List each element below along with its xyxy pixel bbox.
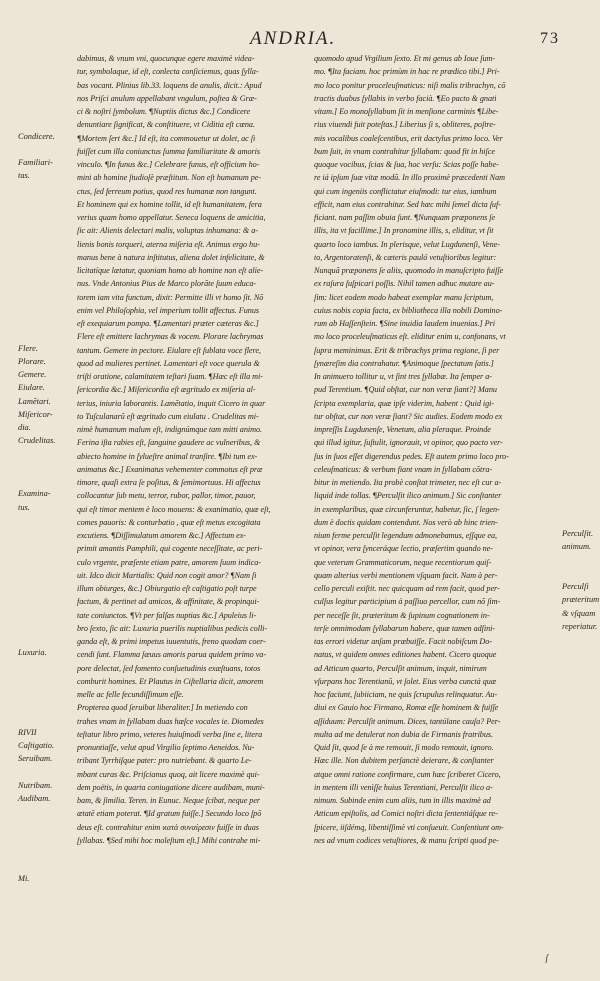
- text-line: excutiens. ¶Diſſimulatum amorem &c.] Affectum ex-: [77, 531, 246, 540]
- text-line: in mentem illi venìſſe huius Terentiani, Perculſit ilico a-: [314, 782, 493, 792]
- text-line: rius viuendi fuit poteſtas.] Liberius ſi s, obliteres, poſtre-: [314, 120, 496, 130]
- text-line: quarto loco iambus. In plerisque, velut Lugdunenſi, Vene-: [314, 239, 500, 249]
- text-line: enim vel Philoſophia, vel imperium tollit affectus. Funus: [77, 305, 260, 315]
- margin-note: Crudelitas.: [18, 436, 56, 446]
- text-line: terius, iniuria laborantis. Lamẽtatio, inquit Cicero in quar: [77, 398, 266, 408]
- text-line: cuius nobis copia facta, ex bibliotheca illa nobili Domino-: [314, 305, 503, 315]
- margin-note: Flere.: [18, 343, 38, 353]
- text-line: cello perculi exiſtit. nec quicquam ad rem facit, quod per-: [314, 584, 500, 593]
- text-line: atque omni ratione confirmare, cum hæc ſcriberet Cicero,: [314, 769, 501, 779]
- text-line: ſim: licet eodem modo habeat exemplar manu ſcriptum,: [314, 292, 494, 302]
- text-line: culſus legitur participium à paſſiuo percellor, cum nõ ſim-: [314, 597, 501, 607]
- text-line: dem poëtis, in quarta coniugatione dicere audibam, muni-: [77, 782, 265, 792]
- text-line: tate coniunctos. ¶Vt per falſas nuptias &c.] Apuleius li-: [77, 610, 257, 620]
- text-line: ſpicere, iiſdémq, libentiſſimè vti conſueuit. Conſentiunt om-: [314, 822, 504, 832]
- text-line: comes pauoris: & conturbatio , quæ eſt metus excogitata: [77, 517, 261, 527]
- text-line: quam alterius verbi mentionem vſquam facit. Nam à per-: [314, 570, 498, 580]
- margin-note: Seruibam.: [18, 754, 53, 764]
- text-line: lienis bonis torqueri, aterna miſeria eſt. Animus ergo hu-: [77, 239, 260, 249]
- left-text-column: [77, 52, 313, 847]
- text-line: pronuntiaſſe, velut apud Virgilio ſeptimo Aeneidos. Nu-: [77, 743, 255, 752]
- right-text-column: [314, 52, 557, 847]
- text-line: nimè humanum malum eſt, indignúmque tam mitti animo.: [77, 425, 263, 434]
- margin-note: Mi.: [18, 873, 30, 883]
- text-line: qui cum ingeniis conflictatur eiuſmodi: tur eius, iambum: [314, 186, 497, 196]
- text-line: impreſſis Lugdunenſe, Venetum, alia pleraque. Proinde: [314, 425, 491, 434]
- text-line: ficiant. nam paſſim obuia ſunt. ¶Nunquam præponens ſe: [314, 213, 496, 222]
- text-line: deus eſt. contrahitur enim ϰατὰ συναίρεσιν fuiſſe in duas: [77, 822, 259, 832]
- text-line: efficit, nam eius contrahitur. Sed hæc mihi ſemel dicta ſuf-: [314, 199, 501, 209]
- text-line: nes ad vnum codices vetuſtiores, & manu ſcripti quod pe-: [314, 835, 499, 845]
- text-line: vitam.] Eo monoſyllabum ſit in menſione carminis ¶Libe-: [314, 107, 499, 116]
- margin-note: Nutribam.: [18, 780, 53, 790]
- text-line: abiecto homine in ſylueſtre animal tranſire. ¶Ibi tum ex-: [77, 451, 258, 461]
- margin-note: RIVII: [18, 727, 37, 737]
- text-line: melle ac felle fecundiſſimum eſſe.: [77, 690, 184, 699]
- text-line: primit amantis Pamphili, qui cogente neceſſitate, ac peri-: [77, 544, 263, 554]
- text-line: pore delectat, ſed fomento conſuetudinis exæſtuans, totos: [77, 663, 261, 673]
- margin-note: Caſtigatio.: [18, 741, 55, 750]
- margin-note: dia.: [18, 423, 31, 432]
- text-line: nos Priſci anulum appellabant vngulum, poſtea & Græ-: [77, 93, 257, 103]
- text-line: cendi ſunt. Flamma ſæuus amoris parua quidem primo va-: [77, 650, 267, 660]
- text-line: nium ferme perculſit legendum admonebamus, eſſque ea,: [314, 531, 498, 540]
- page-title: ANDRIA.: [250, 28, 337, 49]
- margin-note: Condicere.: [18, 131, 55, 141]
- text-line: timore, quaſi extra ſe poſitus, & ſemimortuus. Hi affectus: [77, 478, 261, 487]
- text-line: tur, symbolaque, id eſt, conlecta conſiciemus, quas ſylla-: [77, 67, 259, 77]
- text-line: bum ſuit, in vnam contrahitur ſyllabam: quod fit in hiſce: [314, 146, 495, 156]
- text-line: bro ſexto, ſic ait: Luxuria puerilis nuptialibus pedicis colli-: [77, 623, 268, 633]
- text-line: Ferina iſta rabies eſt, ſanguine gaudere ac vulneribus, &: [77, 438, 261, 448]
- margin-note: Miſericor-: [18, 409, 53, 419]
- text-line: bam, & ſimilia. Teren. in Eunuc. Neque ſcibat, neque per: [77, 796, 261, 805]
- margin-note: & vſquam: [562, 608, 596, 618]
- text-line: dum è doctis quidam contendunt. Nos verò ab hinc trien-: [314, 517, 498, 527]
- text-line: denuntiare ſignificat, & conſtituere, vt Ciditia eſt cœna.: [77, 120, 255, 130]
- text-line: fuiſſet cum illa coniunctus ſumma familiaritate & amoris: [77, 146, 261, 156]
- text-line: mbant curas &c. Priſcianus quoq, ait licere maximè qui-: [77, 769, 260, 779]
- text-line: animatus &c.] Exanimatus vehementer commotus eſt præ: [77, 464, 263, 474]
- text-line: quod ad mulieres pertinet. Lamentari eſt voce querula &: [77, 358, 260, 368]
- text-line: terſe omnimodam ſyllabarum habere, quæ tamen adſini-: [314, 623, 496, 633]
- text-line: ganda eſt, & primi impetus iuuentutis, freno quodam coer-: [77, 637, 266, 646]
- text-line: lìcitatíque lætatur, quoniam homo ab homine non eſt alie-: [77, 266, 264, 275]
- text-line: Nunquã præponens ſe aliis, quomodo in manuſcripto fuiſſe: [314, 266, 504, 275]
- text-line: diui ex Gauio hoc Firmano, Romæ eſſe hominem & fuiſſe: [314, 703, 499, 713]
- text-line: uit. Idco dicit Martialis: Quid non cogit amor? ¶Nam ſi: [77, 570, 257, 580]
- text-line: que veterum Grammaticorum, neque recentiorum quiſ-: [314, 557, 492, 567]
- text-line: mo loco proceleuſmaticus eſt. eliditur enim u, confonans, vt: [314, 332, 506, 342]
- text-line: mini ab homine ſtudioſè præſtitum. Non eſt humanum pe-: [77, 173, 262, 183]
- text-line: ſic ait: Alienis delectari malis, voluptas inhumana: & a-: [77, 226, 258, 236]
- text-line: illum obiurges, &c.] Obiurgatio eſt caſtigatio poſt turpe: [77, 584, 257, 593]
- text-line: Propterea quod ſeruibat liberaliter.] In metiendo con: [77, 703, 248, 713]
- margin-note: Perculſi: [562, 582, 589, 591]
- text-line: mo. ¶Ita faciam. hoc primùm in hac re prædico tibi.] Pri-: [314, 67, 500, 77]
- text-line: qui eſt timor mentem è loco mouens: & exanimatio, quæ eſt,: [77, 504, 271, 514]
- text-line: teſtatur libro primo, veteres huiuſmodi verba ſine e, litera: [77, 729, 263, 739]
- text-line: eſt exequiarum pompa. ¶Lamentari præter cæteras &c.]: [77, 319, 259, 328]
- text-line: mis vocalibus coaleſcentibus, erit dactylus primo loco. Ver: [314, 133, 503, 143]
- text-line: vinculo. ¶In funus &c.] Celebrare funus, eſt officium ho-: [77, 160, 260, 169]
- text-line: tractis duabus ſyllabis in verbo facià. ¶Eo pacto & gnati: [314, 93, 497, 103]
- text-line: ſus in ſuos eſſet digerendus pedes. Eſt autem primo loco pro-: [314, 451, 509, 461]
- text-line: ex raſura ſuſpicari poſſis. Nihil tamen adhuc mutare au-: [314, 279, 495, 289]
- text-line: to, Argentoratenſi, & cæteris pauló vetuſtioribus legitur:: [314, 252, 497, 262]
- text-line: verius quam homo appellatur. Seneca loquens de amicitia,: [77, 213, 266, 222]
- margin-note: Perculſit.: [562, 529, 594, 538]
- text-line: tur obſtat, cur non veræ ſiant? Sic audies. Eodem modo ex: [314, 411, 503, 421]
- text-line: ſcripta exemplaria, quæ ipſe viderim, habent : Quid igi-: [314, 398, 495, 408]
- text-line: ætatē etiam poterat. ¶Id gratum fuiſſe.] Secundo loco ſpõ: [77, 809, 262, 819]
- text-line: nimum. Subinde enim cum aliis, tum in illis maximè ad: [314, 796, 491, 805]
- page-number: 73: [540, 30, 560, 47]
- text-line: manus bene à natura inſtitutus, aliena dolet infelicitate, &: [77, 252, 265, 262]
- text-line: ſyllabas. ¶Sed mihi hoc moleſtum eſt.] Mihi contrahe mi-: [77, 835, 261, 845]
- text-line: Hæc ille. Non dubitem perſanctè deierare, & conſtanter: [314, 756, 494, 766]
- text-line: Quid ſit, quod ſe à me remouit, ſi modo remouit, ignoro.: [314, 743, 494, 752]
- text-line: natus, vt quidem omnes editiones habent. Cicero quoque: [314, 650, 497, 660]
- text-line: vt opinor, vera ſynceráque lectio, præſertim quando ne-: [314, 544, 493, 554]
- margin-note: Examina-: [18, 489, 51, 499]
- text-line: Atticum epiſtolis, ad Comici noſtri dicta ſententiáſque re-: [314, 809, 498, 819]
- text-line: re iá ipſum ſuæ vitæ modũ. In illo proximè præcedenti Nam: [314, 173, 505, 183]
- text-line: bas vocant. Plinius lib.33. loquens de anulis, dicit.: Apud: [77, 80, 262, 90]
- text-line: ſynæreſim dia contrahatur. ¶Animoque ſpectatum ſatis.]: [314, 358, 494, 368]
- text-line: factum, & pertinet ad amicos, & affinitate, & propinqui-: [77, 597, 260, 607]
- margin-note: Lamẽtari.: [18, 396, 51, 406]
- text-line: collocantur ſub metu, terror, rubor, pallor, timor, pauor,: [77, 491, 256, 501]
- text-line: hoc faciunt, ſubiiciam, ne quis ſcrupulus relinquatur. Au-: [314, 690, 498, 699]
- margin-note: Familiari-: [18, 158, 53, 167]
- text-line: ctus, ſed ferreum potius, quod res humanæ non tangunt.: [77, 186, 257, 196]
- text-line: tribant Tyrrhiſque pater: pro nutriebant. & quarto Le-: [77, 756, 252, 766]
- catchword: ſ: [545, 953, 548, 963]
- text-line: qui illud igitur, ſuſtulit, ignorauit, vt opinor, quo pacto ver-: [314, 438, 503, 448]
- text-line: Et hominem qui ex homine tollit, id eſt humanitatem, fera: [77, 199, 262, 209]
- text-line: Flere eſt emittere lachrymas & vocem. Plorare lachrymas: [77, 332, 264, 342]
- text-line: nus. Vnde Antonius Pius de Marco plorãte ſuum educa-: [77, 279, 257, 289]
- text-line: multa ad me detulerat non dubia de Firmanis fratribus.: [314, 729, 494, 739]
- text-line: comburit homines. Et Plautus in Ciſtellaria dicit, amorem: [77, 676, 264, 686]
- text-line: pud Terentium. ¶Quid obſtat, cur non veræ ſiant?] Manu: [314, 385, 497, 395]
- text-line: In animuero tollitur u, vt ſint tres ſyllabæ. Ita ſemper a-: [314, 372, 492, 381]
- margin-note: Eiulare.: [18, 383, 45, 393]
- text-line: bitur in metiendo. Ita probè conſtat trimeter, nec eſt cur a-: [314, 478, 502, 487]
- margin-note: Plorare.: [18, 356, 46, 366]
- text-line: vſurpans hoc Terentianũ, vt ſolet. Eius verba cunctà quæ: [314, 676, 497, 686]
- margin-note: Audibam.: [18, 794, 51, 803]
- text-line: aſſiduum: Perculſit animum. Dices, tantúlane cauſa? Per-: [314, 716, 501, 726]
- text-line: per neceſſe ſit, præteritum & ſupinum cognationem in-: [314, 610, 490, 620]
- text-line: ſupra meminimus. Erit & tribrachys prima regione, ſi per: [314, 345, 500, 355]
- text-line: triſti oratione, calamitatem teſtari ſuam. ¶Hæc eſt illa mi-: [77, 372, 263, 381]
- text-line: ad Atticum quarto, Perculſit animum, inquit, nimirum: [314, 663, 487, 673]
- text-line: ¶Mortem ſert &c.] Id eſt, ita commouetur ut dolet, ac ſi: [77, 133, 256, 143]
- margin-note: tus.: [18, 502, 30, 512]
- running-header: [250, 28, 560, 50]
- text-line: ci & noſtri ſymbolum. ¶Nuptiis dictus &c.] Condicere: [77, 107, 251, 116]
- text-line: mo loco ponitur proceleuſmaticus: niſi malis tribrachyn, cõ: [314, 80, 506, 90]
- margin-note: Gemere.: [18, 370, 47, 379]
- text-line: illis, ita vt facillime.] In pronomine illis, s, eliditur, vt ſit: [314, 226, 494, 236]
- text-line: quoque vocibus, ſcias & ſua, hoc verſu: Scias poſſe habe-: [314, 160, 499, 169]
- text-line: to Tuſculanarũ eſt ægritudo cum eiulatu . Crudelitas mi-: [77, 411, 259, 421]
- text-line: in exemplaribus, quæ circunferuntur, habetur, ſic, ſ legen-: [314, 504, 500, 514]
- text-line: celeuſmaticus: & verbum fiant vnam in ſyllabam cõtra-: [314, 464, 493, 474]
- text-line: torem iam vita functum, dixit: Permitte illi vt homo ſit. Nõ: [77, 292, 264, 302]
- margin-note: reperiatur.: [562, 621, 598, 631]
- text-line: rum ab Haſſenſtein. ¶Sine inuidia laudem inuenias.] Pri: [314, 319, 495, 328]
- margin-note: præteritum: [562, 595, 600, 605]
- text-line: tantum. Gemere in pectore. Eiulare eſt ſublata voce flere,: [77, 345, 261, 355]
- text-line: tas errori videtur anſam præbuiſſe. Facit nobiſcum Do-: [314, 637, 493, 646]
- margin-note: tas.: [18, 171, 30, 181]
- text-line: trahes vnam in ſyllabam duas hæſce vocales ie. Diomedes: [77, 716, 264, 726]
- text-line: culo vrgente, præſente etiam patre, amorem ſuum indica-: [77, 557, 261, 567]
- text-line: liquid inde tollas. ¶Perculſit ilico animum.] Sic conſtanter: [314, 491, 502, 501]
- margin-note: animum.: [562, 542, 592, 552]
- text-line: dabimus, & vnum vni, quocunque egere maximè videa-: [77, 54, 255, 63]
- text-line: quomodo apud Vrgilium ſexto. Et mi genus ab Ioue ſum-: [314, 54, 496, 63]
- text-line: ſericordia &c.] Miſericordia eſt ægritudo ex miſeria al-: [77, 385, 256, 395]
- margin-note: Luxuria.: [18, 648, 47, 658]
